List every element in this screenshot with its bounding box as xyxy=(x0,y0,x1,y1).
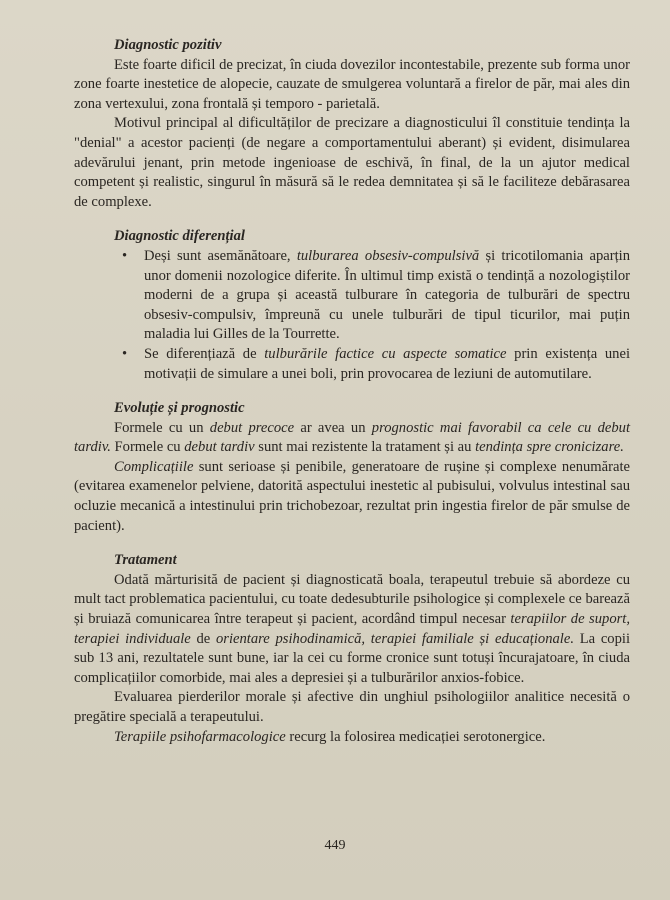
list-item: • Deși sunt asemănătoare, tulburarea obsesiv-compulsivă și tricotilomania aparțin unor domenii nozologice diferite. În ultimul timp există o tendință a nozologiștilor moderni de a grupa și această tulburare în categoria de tulburări de spectru obsesiv-compulsiv, împreună cu unele tulburări de tipul ticurilor, mai puțin maladia lui Gilles de la Tourrette. xyxy=(122,247,631,343)
paragraph: Motivul principal al dificultăților de precizare a diagnosticului îl constituie tendința la "denial" a acestor pacienți (de negare a comportamentului aberant) și evident, disimularea adevărului jenant, prin metode ingenioase de eschivă, în final, de la un ajutor medical competent și realistic, singurul în măsură să le redea demnitatea și să le faciliteze debărasarea de complexe. xyxy=(74,115,630,210)
section-heading: Diagnostic diferențial xyxy=(114,228,245,245)
section-tratament xyxy=(74,551,630,747)
page-number: 449 xyxy=(324,838,346,853)
section-heading: Tratament xyxy=(114,552,177,569)
bullet-icon: • xyxy=(122,247,128,264)
section-evolutie-prognostic xyxy=(74,399,630,536)
bullet-icon: • xyxy=(122,345,128,362)
paragraph: Este foarte dificil de precizat, în ciuda dovezilor incontestabile, prezente sub forma unor zone foarte inestetice de alopecie, cauzate de smulgerea voluntară a firelor de păr, mai ales din zona vertexului, zona frontală și temporo - parietală. xyxy=(74,56,630,112)
section-heading: Evoluție și prognostic xyxy=(114,400,245,417)
paragraph: Evaluarea pierderilor morale și afective din unghiul psihologiilor analitice necesită o pregătire specială a terapeutului. xyxy=(74,689,630,725)
paragraph: Odată mărturisită de pacient și diagnosticată boala, terapeutul trebuie să abordeze cu mult tact problematica pacientului, cu toate dedesubturile psihologice și complexele ce barează și bruiază comunicarea între terapeut și pacient, acordând timpul necesar terapiilor de suport, terapiei individuale de orientare psihodinamică, terapiei familiale și educaționale. La copii sub 13 ani, rezultatele sunt bune, iar la cei cu forme cronice sunt totuși încurajatoare, în ciuda complicațiilor comorbide, mai ales a depresiei și a tulburărilor anxios-fobice. xyxy=(74,571,631,686)
section-heading: Diagnostic pozitiv xyxy=(114,37,222,53)
section-diagnostic-pozitiv xyxy=(74,36,630,212)
paragraph: Formele cu un debut precoce ar avea un prognostic mai favorabil ca cele cu debut tardiv. Formele cu debut tardiv sunt mai rezistente la tratament și au tendința spre cronicizare. xyxy=(74,419,631,456)
paragraph: Terapiile psihofarmacologice recurg la folosirea medicației serotonergice. xyxy=(114,728,546,745)
bullet-list xyxy=(74,247,630,384)
section-diagnostic-diferential xyxy=(74,227,630,384)
page-content xyxy=(74,36,630,747)
list-item: • Se diferențiază de tulburările factice cu aspecte somatice prin existența unei motivații de simulare a unei boli, prin provocarea de leziuni de automutilare. xyxy=(122,345,630,382)
paragraph: Complicațiile sunt serioase și penibile, generatoare de rușine și complexe nenumărate (evitarea examenelor pelviene, datorită aspectului inestetic al pubisului, volvulus intestinal sau ocluzie mecanică a intestinului prin trichobezoar, rezultat prin ingestia firelor de păr smulse de pacient). xyxy=(74,458,630,534)
